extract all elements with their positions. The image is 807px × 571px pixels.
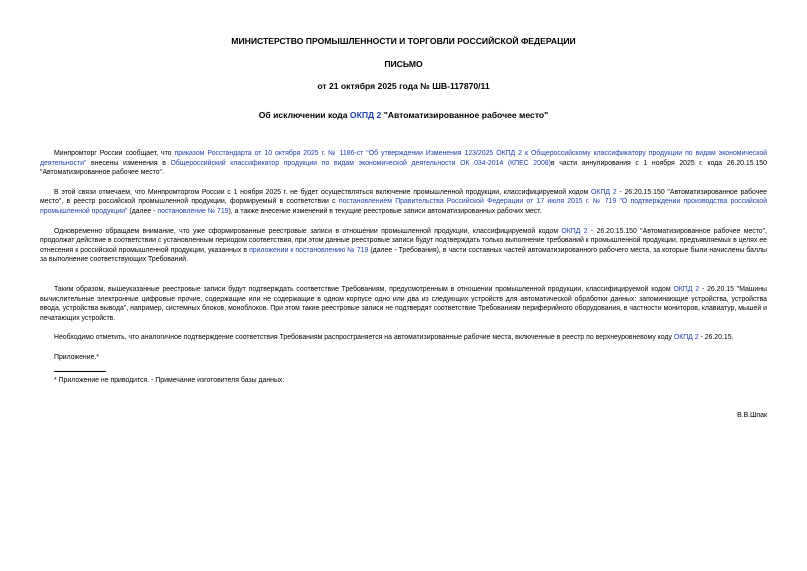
paragraph-text: в части аннулирования с 1 ноября 2025 г. кода 26.20.15.150 "Автоматизированное рабочее место". <box>40 159 767 177</box>
rosstandart-order-link[interactable]: приказом Росстандарта от 10 октября 2025 г. № 1186-ст "Об утверждении Изменения 123/2025 ОКПД 2 к Общероссийскому классификатору продукции по видам экономической деятельности" <box>40 150 768 167</box>
classifier-link[interactable]: Общероссийский классификатор продукции по видам экономической деятельности ОК 034-2014 (КПЕС 2008) <box>170 159 551 167</box>
paragraph-text: (далее - <box>127 207 158 215</box>
paragraph-text: Одновременно обращаем внимание, что уже сформированные реестровые записи в отношении промышленной продукции, классифицируемой кодом <box>54 227 562 235</box>
paragraph-text: Минпромторг России сообщает, что <box>54 150 175 157</box>
appendix-note <box>40 353 767 363</box>
paragraph-text: - 26.20.15. <box>698 334 734 342</box>
paragraph-5 <box>40 333 767 343</box>
document-type: ПИСЬМО <box>384 59 423 69</box>
paragraph-text: - 26.20.15.150 "Автоматизированное рабочее место", в реестр российской промышленной продукции, формируемый в соответствии с <box>40 188 767 206</box>
paragraph-text: Таким образом, вышеуказанные реестровые записи будут подтверждать соответствие Требованиям, предусмотренным в отношении промышленной продукции, классифицируемой кодом <box>54 285 674 293</box>
subject-okpd-link[interactable]: ОКПД 2 <box>349 110 382 120</box>
paragraph-2 <box>40 188 767 217</box>
paragraph-text: Необходимо отметить, что аналогичное подтверждение соответствия Требованиям распространяется на автоматизированные рабочие места, включенные в реестр по верхнеуровневому коду <box>54 334 674 342</box>
okpd-link[interactable]: ОКПД 2 <box>591 188 617 196</box>
document-date-number: от 21 октября 2025 года № ШВ-117870/11 <box>317 81 490 91</box>
footnote: * Приложение не приводится. - Примечание изготовителя базы данных. <box>54 376 285 384</box>
footnote-divider <box>54 371 106 372</box>
paragraph-text: внесены изменения в <box>86 159 171 167</box>
document-subject <box>40 110 767 121</box>
paragraph-3 <box>40 227 767 265</box>
paragraph-1 <box>40 149 767 178</box>
ministry-title: МИНИСТЕРСТВО ПРОМЫШЛЕННОСТИ И ТОРГОВЛИ РОССИЙСКОЙ ФЕДЕРАЦИИ <box>231 36 576 46</box>
paragraph-text: ), а также внесение изменений в текущие реестровые записи автоматизированных рабочих мест. <box>228 207 542 215</box>
paragraph-text: В этой связи отмечаем, что Минпромторгом России с 1 ноября 2025 г. не будет осуществляться включение промышленной продукции, классифицируемой кодом <box>54 188 592 196</box>
paragraph-text: - 26.20.15.150 "Автоматизированное рабочее место", продолжат действие в соответствии с установленным периодом соответствия, при этом данные реестровые записи будут подтверждать только выполнение требований к промышленной продукции, предъявляемых в целях ее отнесения к российской промышленной продукции, указанных в <box>40 227 768 254</box>
resolution-appendix-link[interactable]: приложении к постановлению № 719 <box>249 246 369 254</box>
resolution-719-link[interactable]: постановление № 719 <box>157 207 229 215</box>
paragraph-text: Приложение.* <box>54 353 100 361</box>
signature: В.В.Шпак <box>737 412 767 419</box>
paragraph-4 <box>40 285 767 323</box>
document-body <box>40 36 767 385</box>
government-resolution-link[interactable]: постановлением Правительства Российской Федерации от 17 июля 2015 г. № 719 "О подтверждении производства российской промышленной продукции" <box>40 198 767 215</box>
paragraph-text: - 26.20.15 "Машины вычислительные электронные цифровые прочие, содержащие или не содержащие в одном корпусе одно или два из следующих устройств для автоматической обработки данных: запоминающие устройства, устройства ввода, устройства вывода", например, системных блоков, моноблоков. При этом такие реестровые записи не подтвердят соответствие Требованиям периферийного оборудования, в частности мониторов, клавиатур, мышей и печатающих устройств. <box>40 285 767 322</box>
subject-text: Об исключении кода <box>258 110 350 120</box>
paragraph-text: (далее - Требования), в части составных частей автоматизированного рабочего места, за которые были начислены баллы за выполнение соответствующих Требований. <box>40 246 767 264</box>
okpd-link[interactable]: ОКПД 2 <box>673 334 699 342</box>
subject-text: "Автоматизированное рабочее место" <box>381 110 549 120</box>
okpd-link[interactable]: ОКПД 2 <box>561 227 588 235</box>
okpd-link[interactable]: ОКПД 2 <box>673 285 700 293</box>
